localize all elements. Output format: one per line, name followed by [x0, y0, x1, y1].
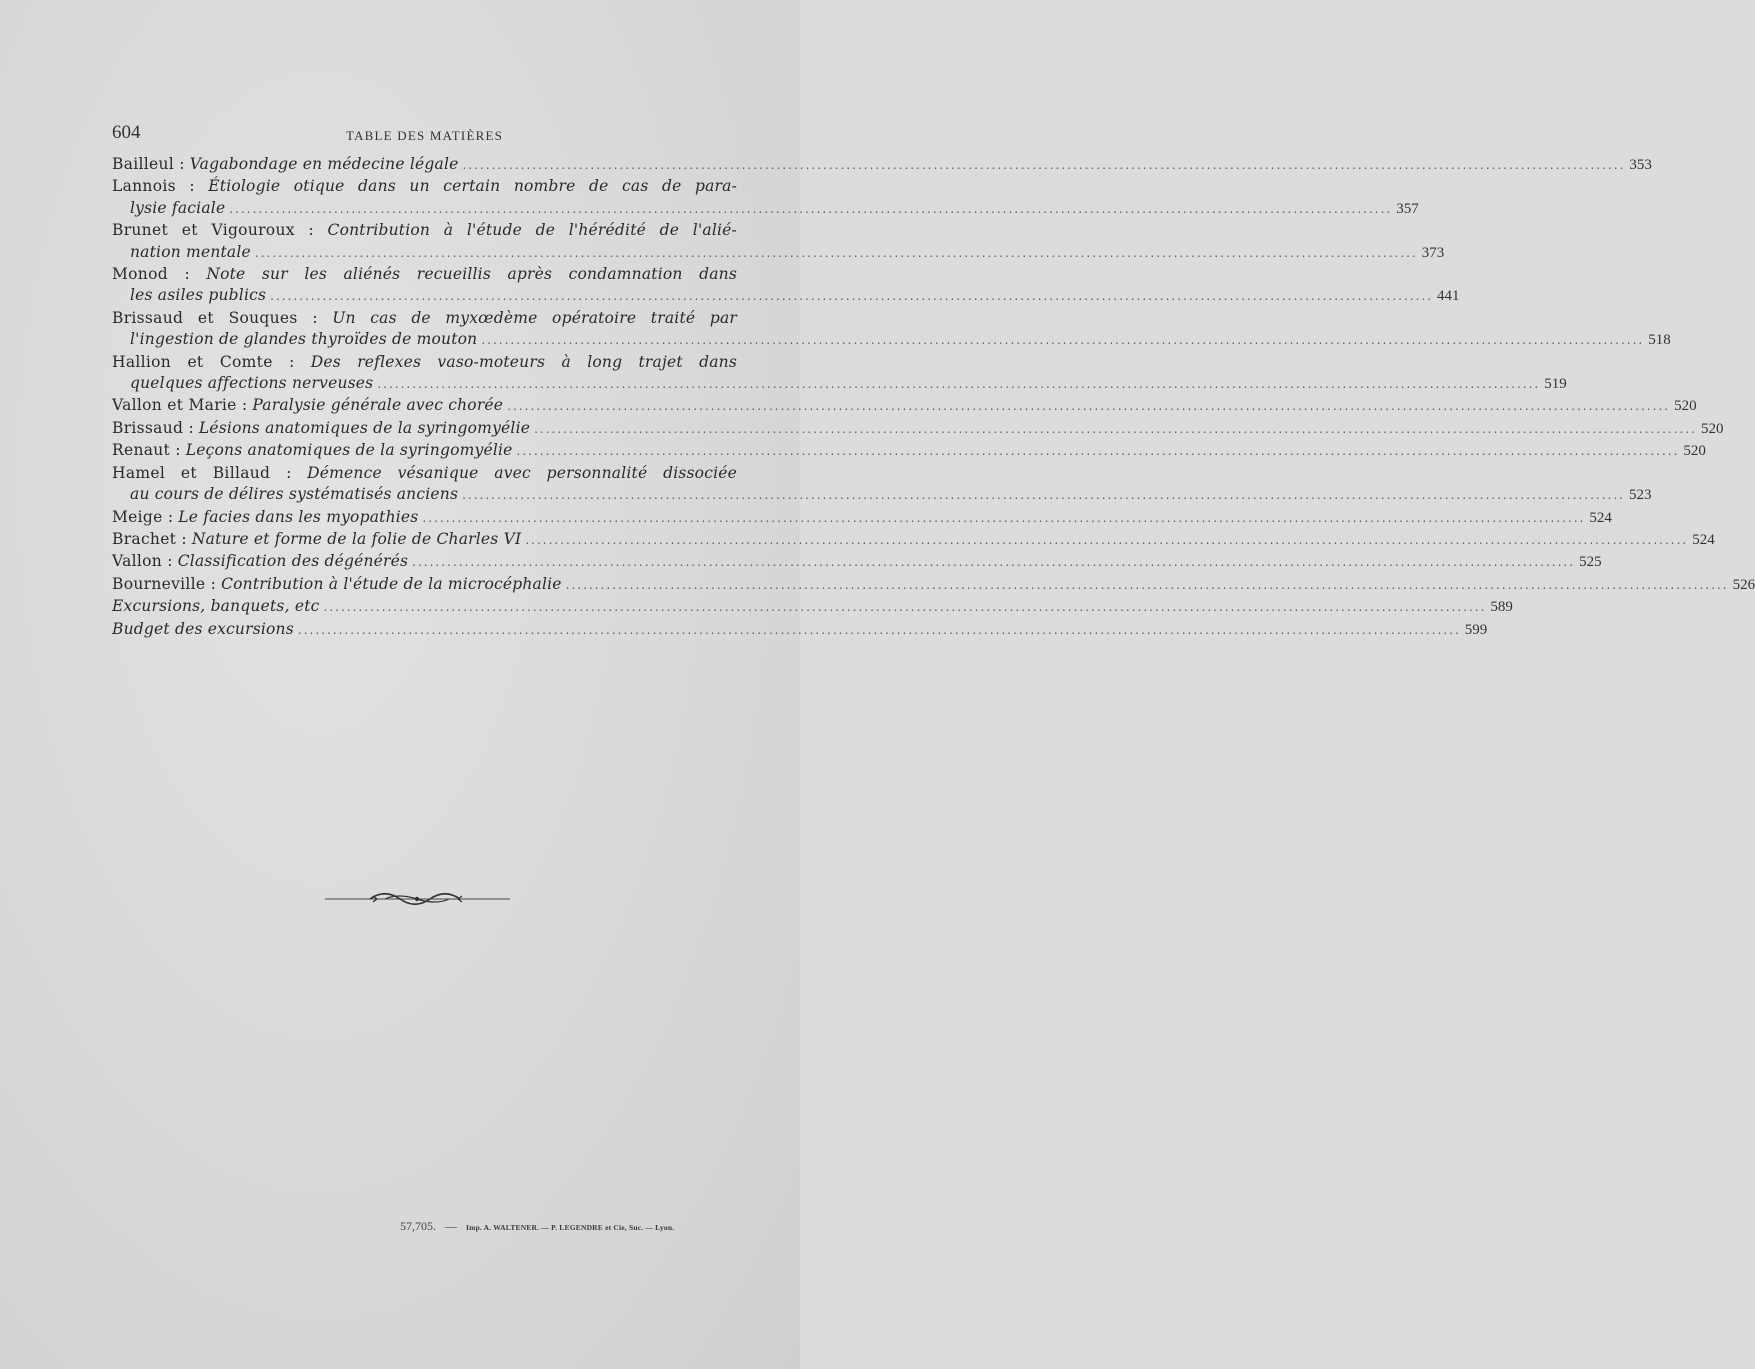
- toc-page-number: 353: [1629, 157, 1652, 173]
- toc-title: Budget des excursions: [112, 619, 294, 638]
- toc-title: Note sur les aliénés recueillis après condamnation dans: [206, 265, 737, 284]
- toc-title: l'ingestion de glandes thyroïdes de mouton: [130, 330, 478, 349]
- toc-author: Bourneville :: [112, 574, 217, 593]
- toc-leader-dots: ........................................................................................................................................................................................................: [422, 510, 1586, 525]
- toc-line: [112, 484, 1652, 506]
- toc-line: [112, 264, 737, 285]
- toc-title: Leçons anatomiques de la syringomyélie: [185, 441, 513, 460]
- toc-entry: [112, 440, 1706, 462]
- toc-page-number: 524: [1589, 509, 1612, 526]
- toc-page-number: 523: [1629, 487, 1652, 504]
- table-of-contents: [112, 154, 1755, 641]
- toc-line-text: [112, 220, 737, 241]
- toc-page-number: 357: [1396, 200, 1419, 217]
- toc-line: [112, 507, 1612, 529]
- toc-entry: [112, 463, 1652, 507]
- toc-title: Excursions, banquets, etc: [112, 597, 320, 616]
- toc-title: Des reflexes vaso-moteurs à long trajet dans: [310, 352, 738, 371]
- toc-page-number: 526: [1732, 576, 1755, 593]
- toc-line-text: [112, 440, 513, 461]
- toc-title: Nature et forme de la folie de Charles VI: [191, 529, 522, 548]
- toc-author: Brunet et Vigouroux :: [112, 221, 315, 240]
- toc-line-text: [112, 154, 459, 175]
- toc-line: [112, 596, 1513, 618]
- toc-author: Hallion et Comte :: [112, 352, 295, 371]
- toc-title: Contribution à l'étude de la microcéphalie: [221, 574, 562, 593]
- toc-author: Bailleul :: [112, 155, 185, 173]
- toc-line: [112, 551, 1602, 573]
- toc-leader-dots: ........................................................................................................................................................................................................: [323, 600, 1487, 615]
- toc-line: [112, 395, 1697, 417]
- toc-leader-dots: ........................................................................................................................................................................................................: [565, 577, 1729, 592]
- toc-title: les asiles publics: [130, 286, 267, 305]
- toc-line: [112, 619, 1488, 641]
- toc-line-text: [112, 596, 320, 617]
- toc-line-text: [130, 373, 373, 394]
- toc-title: Contribution à l'étude de l'hérédité de l'alié-: [327, 221, 737, 240]
- toc-line: [112, 285, 1460, 307]
- toc-leader-dots: ........................................................................................................................................................................................................: [516, 444, 1680, 459]
- toc-title: Un cas de myxœdème opératoire traité par: [332, 308, 737, 327]
- toc-line-text: [112, 308, 737, 329]
- toc-entry: [112, 308, 1671, 352]
- toc-leader-dots: ........................................................................................................................................................................................................: [525, 532, 1689, 547]
- toc-author: Vallon et Marie :: [112, 396, 248, 415]
- toc-page-number: 520: [1701, 420, 1724, 437]
- toc-entry: [112, 418, 1724, 440]
- toc-title: Étiologie otique dans un certain nombre de cas de para-: [208, 177, 738, 196]
- print-number: 57,705.: [400, 1219, 436, 1233]
- toc-title: lysie faciale: [130, 198, 226, 217]
- toc-author: Brachet :: [112, 529, 187, 548]
- toc-line-text: [112, 418, 530, 439]
- toc-entry: [112, 220, 1445, 264]
- toc-author: Brissaud :: [112, 418, 194, 437]
- toc-line-text: [112, 551, 408, 572]
- toc-title: Classification des dégénérés: [177, 552, 409, 571]
- toc-entry: [112, 264, 1460, 308]
- toc-entry: [112, 574, 1755, 596]
- toc-leader-dots: ........................................................................................................................................................................................................: [481, 333, 1645, 348]
- toc-title: au cours de délires systématisés anciens: [130, 485, 459, 504]
- toc-line-text: [112, 176, 737, 197]
- toc-line: [112, 574, 1755, 596]
- toc-page-number: 599: [1464, 621, 1488, 638]
- toc-line-text: [130, 242, 251, 263]
- toc-line: [112, 529, 1715, 551]
- toc-author: Monod :: [112, 265, 191, 284]
- toc-title: Paralysie générale avec chorée: [252, 396, 504, 415]
- toc-line-text: [112, 529, 521, 550]
- toc-line: [112, 242, 1445, 264]
- printer-footer: [400, 1219, 740, 1234]
- toc-entry: [112, 529, 1715, 551]
- toc-entry: [112, 154, 1652, 176]
- toc-entry: [112, 596, 1513, 618]
- toc-line: [112, 154, 1652, 176]
- toc-line-text: [112, 574, 562, 595]
- toc-title: Le facies dans les myopathies: [178, 507, 419, 526]
- toc-line: [112, 198, 1419, 220]
- toc-leader-dots: ........................................................................................................................................................................................................: [270, 289, 1434, 304]
- toc-line-text: [112, 352, 737, 373]
- toc-line-text: [130, 285, 266, 306]
- toc-entry: [112, 395, 1697, 417]
- toc-page-number: 373: [1421, 244, 1445, 261]
- toc-page-number: 525: [1579, 554, 1602, 571]
- toc-title: quelques affections nerveuses: [130, 374, 374, 393]
- printer-imprint: Imp. A. WALTENER. — P. LEGENDRE et Cie, Suc. — Lyon.: [466, 1223, 675, 1232]
- toc-page-number: 520: [1683, 443, 1706, 460]
- toc-author: Brissaud et Souques :: [112, 308, 318, 327]
- toc-author: Vallon :: [112, 552, 173, 571]
- toc-title: Lésions anatomiques de la syringomyélie: [198, 418, 531, 437]
- toc-author: Renaut :: [112, 441, 181, 460]
- toc-author: Meige :: [112, 507, 174, 526]
- ornament-divider: [325, 888, 510, 908]
- toc-leader-dots: ........................................................................................................................................................................................................: [507, 399, 1671, 414]
- toc-entry: [112, 619, 1488, 641]
- toc-leader-dots: ........................................................................................................................................................................................................: [297, 622, 1461, 637]
- toc-title: Vagabondage en médecine légale: [189, 155, 459, 173]
- toc-line-text: [112, 395, 503, 416]
- footer-separator: —: [445, 1219, 457, 1233]
- toc-line-text: [130, 484, 458, 505]
- toc-leader-dots: ........................................................................................................................................................................................................: [534, 421, 1697, 436]
- toc-leader-dots: ........................................................................................................................................................................................................: [462, 488, 1625, 503]
- running-title: TABLE DES MATIÈRES: [345, 128, 504, 143]
- toc-author: Hamel et Billaud :: [112, 463, 292, 482]
- toc-title: nation mentale: [130, 242, 251, 261]
- toc-leader-dots: ........................................................................................................................................................................................................: [229, 201, 1393, 216]
- toc-author: Lannois :: [112, 177, 195, 196]
- toc-line: [112, 463, 737, 484]
- toc-leader-dots: ........................................................................................................................................................................................................: [462, 158, 1626, 172]
- toc-page-number: 441: [1437, 288, 1460, 305]
- toc-line: [112, 220, 737, 241]
- page-number: 604: [112, 122, 141, 143]
- toc-line-text: [130, 198, 225, 219]
- toc-line-text: [130, 329, 477, 350]
- toc-line: [112, 308, 737, 329]
- toc-entry: [112, 507, 1612, 529]
- toc-line: [112, 352, 737, 373]
- page-header: [112, 122, 737, 148]
- toc-entry: [112, 352, 1567, 396]
- toc-leader-dots: ........................................................................................................................................................................................................: [254, 245, 1418, 260]
- toc-line: [112, 440, 1706, 462]
- toc-leader-dots: ........................................................................................................................................................................................................: [377, 377, 1541, 392]
- toc-page-number: 519: [1544, 376, 1567, 393]
- toc-entry: [112, 176, 1419, 220]
- toc-page-number: 524: [1692, 531, 1715, 548]
- toc-line-text: [112, 507, 418, 528]
- toc-line-text: [112, 619, 294, 640]
- toc-title: Démence vésanique avec personnalité dissociée: [307, 463, 737, 482]
- toc-page-number: 518: [1648, 332, 1671, 349]
- toc-line-text: [112, 463, 737, 484]
- toc-leader-dots: ........................................................................................................................................................................................................: [412, 555, 1576, 570]
- toc-page-number: 589: [1490, 599, 1513, 616]
- toc-line-text: [112, 264, 737, 285]
- toc-line: [112, 418, 1724, 440]
- toc-page-number: 520: [1674, 398, 1697, 415]
- toc-line: [112, 176, 737, 197]
- toc-entry: [112, 551, 1602, 573]
- toc-line: [112, 373, 1567, 395]
- toc-line: [112, 329, 1671, 351]
